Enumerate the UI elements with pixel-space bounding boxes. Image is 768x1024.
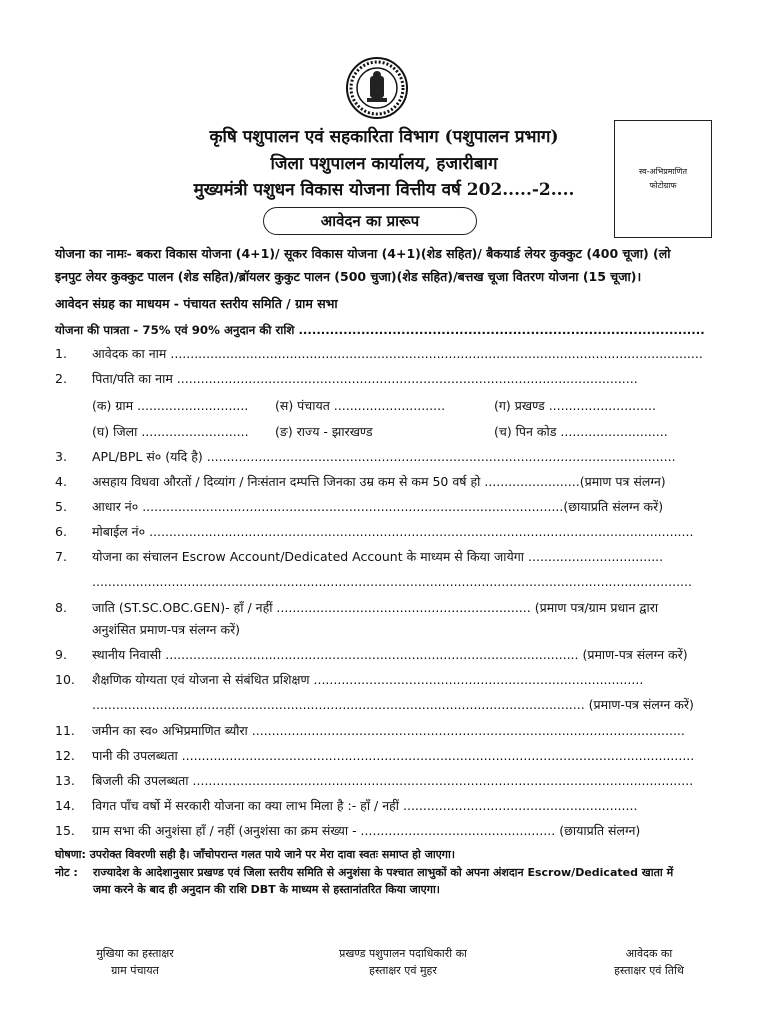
item-number: 1. bbox=[55, 346, 67, 361]
mukhiya-signature bbox=[70, 945, 200, 979]
previous-benefit-field[interactable]: विगत पाँच वर्षो में सरकारी योजना का क्या लाभ मिला है :- हाँ / नहीं ........................................................... bbox=[92, 798, 638, 813]
office-heading: जिला पशुपालन कार्यालय, हजारीबाग bbox=[270, 154, 498, 174]
aadhaar-field[interactable]: आधार नं० ..........................................................................................................(छायाप्रति संलग्न करें) bbox=[92, 499, 664, 514]
mukhiya-signature-label: मुखिया का हस्ताक्षर bbox=[96, 947, 174, 960]
collection-medium: आवेदन संग्रह का माधयम - पंचायत स्तरीय समिति / ग्राम सभा bbox=[55, 296, 338, 311]
gram-sabha-recommendation-field[interactable]: ग्राम सभा की अनुशंसा हाँ / नहीं (अनुशंसा का क्रम संख्या - ................................................. (छायाप्रति संलग्न) bbox=[92, 823, 641, 838]
department-heading: कृषि पशुपालन एवं सहकारिता विभाग (पशुपालन प्रभाग) bbox=[209, 127, 559, 147]
photo-label-line2: फोटोग्राफ bbox=[649, 181, 677, 190]
item-number: 3. bbox=[55, 449, 67, 464]
land-details-field[interactable]: जमीन का स्व० अभिप्रमाणित ब्यौरा ............................................................................................................. bbox=[92, 723, 685, 738]
category-widow-disabled-field[interactable]: असहाय विधवा औरतों / दिव्यांग / निःसंतान दम्पत्ति जिनका उम्र कम से कम 50 वर्ष हो ........................(प्रमाण पत्र संलग्न) bbox=[92, 474, 666, 489]
item-number: 6. bbox=[55, 524, 67, 539]
scheme-name-line2: इनपुट लेयर कुक्कुट पालन (शेड सहित)/ब्रॉयलर कुकुट पालन (500 चुजा)(शेड सहित)/बत्तख चूजा वितरण योजना (15 चूजा)। bbox=[55, 269, 642, 284]
education-training-field[interactable]: शैक्षणिक योग्यता एवं योजना से संबंधित प्रशिक्षण ................................................................................... bbox=[92, 672, 644, 687]
item-number: 5. bbox=[55, 499, 67, 514]
pin-code-field[interactable]: (च) पिन कोड ........................... bbox=[494, 424, 668, 439]
block-officer-signature-label: प्रखण्ड पशुपालन पदाधिकारी का bbox=[339, 947, 467, 960]
applicant-signature-label: आवेदक का bbox=[625, 947, 673, 960]
state-field: (ङ) राज्य - झारखण्ड bbox=[275, 424, 373, 439]
government-seal-icon bbox=[345, 56, 409, 120]
item-number: 13. bbox=[55, 773, 75, 788]
local-resident-field[interactable]: स्थानीय निवासी ........................................................................................................ (प्रमाण-पत्र संलग्न करें) bbox=[92, 647, 688, 662]
apl-bpl-field[interactable]: APL/BPL सं० (यदि है) ...................................................................................................................... bbox=[92, 449, 676, 464]
photo-box bbox=[614, 120, 712, 238]
note-label: नोट : bbox=[55, 866, 78, 879]
note-line1: राज्यादेश के आदेशानुसार प्रखण्ड एवं जिला स्तरीय समिति से अनुशंसा के पश्चात लाभुकों को अपना अंशदान Escrow/Dedicated खाता में bbox=[93, 866, 674, 879]
mukhiya-panchayat-label: ग्राम पंचायत bbox=[111, 964, 159, 977]
caste-certificate-note: अनुशंसित प्रमाण-पत्र संलग्न करें) bbox=[92, 622, 241, 637]
electricity-availability-field[interactable]: बिजली की उपलब्धता .............................................................................................................................. bbox=[92, 773, 694, 788]
applicant-name-field[interactable]: आवेदक का नाम ...................................................................................................................................... bbox=[92, 346, 703, 361]
scheme-name-line1: योजना का नामः- बकरा विकास योजना (4+1)/ सूकर विकास योजना (4+1)(शेड सहित)/ बैकयार्ड लेयर कुक्कुट (400 चूजा) (लो bbox=[55, 246, 671, 261]
district-field[interactable]: (घ) जिला ........................... bbox=[92, 424, 249, 439]
escrow-account-field-continued[interactable]: ....................................................................................................................................................... bbox=[92, 574, 692, 589]
father-husband-name-field[interactable]: पिता/पति का नाम .................................................................................................................... bbox=[92, 371, 638, 386]
form-title: आवेदन का प्रारूप bbox=[263, 207, 477, 235]
item-number: 2. bbox=[55, 371, 67, 386]
item-number: 11. bbox=[55, 723, 75, 738]
caste-field[interactable]: जाति (ST.SC.OBC.GEN)- हाँ / नहीं ................................................................ (प्रमाण पत्र/ग्राम प्रधान द्वारा bbox=[92, 600, 659, 615]
block-field[interactable]: (ग) प्रखण्ड ........................... bbox=[494, 398, 656, 413]
item-number: 15. bbox=[55, 823, 75, 838]
panchayat-field[interactable]: (स) पंचायत ............................ bbox=[275, 398, 446, 413]
escrow-account-field[interactable]: योजना का संचालन Escrow Account/Dedicated Account के माध्यम से किया जायेगा .................................. bbox=[92, 549, 664, 564]
eligibility-line: योजना की पात्रता - 75% एवं 90% अनुदान की राशि ........................................................................................... bbox=[55, 323, 705, 337]
item-number: 10. bbox=[55, 672, 75, 687]
item-number: 12. bbox=[55, 748, 75, 763]
applicant-date-label: हस्ताक्षर एवं तिथि bbox=[614, 964, 684, 977]
item-number: 4. bbox=[55, 474, 67, 489]
item-number: 9. bbox=[55, 647, 67, 662]
scheme-year-heading: मुख्यमंत्री पशुधन विकास योजना वित्तीय वर्ष 202.....-2.... bbox=[193, 180, 575, 200]
item-number: 7. bbox=[55, 549, 67, 564]
mobile-field[interactable]: मोबाईल नं० ......................................................................................................................................... bbox=[92, 524, 694, 539]
block-officer-seal-label: हस्ताक्षर एवं मुहर bbox=[369, 964, 437, 977]
item-number: 14. bbox=[55, 798, 75, 813]
block-officer-signature bbox=[318, 945, 488, 979]
water-availability-field[interactable]: पानी की उपलब्धता ................................................................................................................................. bbox=[92, 748, 695, 763]
note-line2: जमा करने के बाद ही अनुदान की राशि DBT के माध्यम से हस्तानांतरित किया जाएगा। bbox=[93, 883, 440, 896]
item-number: 8. bbox=[55, 600, 67, 615]
declaration: घोषणा: उपरोक्त विवरणी सही है। जाँचोपरान्त गलत पाये जाने पर मेरा दावा स्वतः समाप्त हो जाएगा। bbox=[55, 848, 456, 861]
applicant-signature bbox=[586, 945, 712, 979]
education-training-field-continued[interactable]: ............................................................................................................................ (प्रमाण-पत्र संलग्न करें) bbox=[92, 697, 694, 712]
village-field[interactable]: (क) ग्राम ............................ bbox=[92, 398, 249, 413]
photo-label-line1: स्व-अभिप्रमाणित bbox=[638, 167, 688, 176]
